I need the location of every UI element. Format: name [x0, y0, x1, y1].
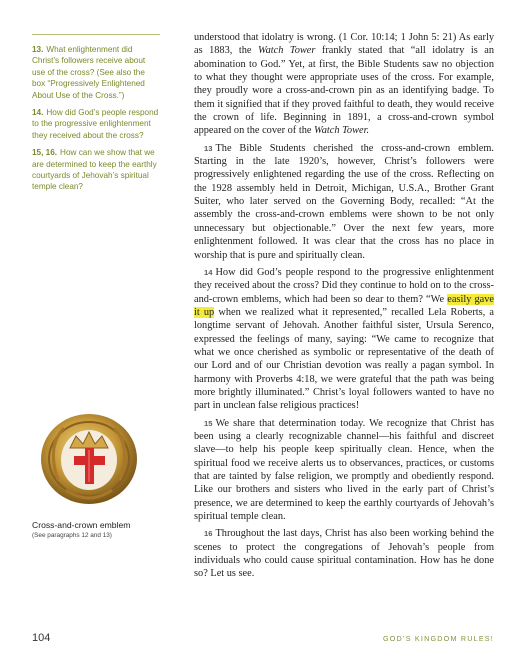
publication-title: Watch Tower. — [314, 125, 370, 137]
study-questions-sidebar — [32, 34, 160, 199]
paragraph-13 — [194, 142, 494, 262]
question-number: 13. — [32, 45, 44, 54]
cross-and-crown-emblem-image — [36, 408, 142, 508]
paragraph-number: 14 — [204, 267, 213, 277]
page-number: 104 — [32, 632, 51, 644]
paragraph-number: 15 — [204, 418, 213, 428]
sidebar-top-rule — [32, 34, 160, 35]
question-number: 14. — [32, 108, 44, 118]
question-text: What enlightenment did Christ’s followers receive about use of the cross? (See also the box “Progressively Enlightened About Use of the Cross.”) — [32, 45, 146, 100]
paragraph-text: The Bible Students cherished the cross-and-crown emblem. Starting in the late 1920’s, however, Christ’s followers were progressively enlightened regarding the use of the cross. Reflecting on the 1928 assembly held in Detroit, Michigan, U.S.A., Brother Grant Suiter, who later served on the Governing Body, recalled: “At the assembly the cross-and-crown emblems were shown to be not only unnecessary but objectionable.” Over the next few years, more enlightenment followed. It was clear that the cross has no place in worship that is pure and spiritually clean. — [194, 142, 494, 261]
image-caption — [32, 520, 182, 539]
publication-title: Watch Tower — [257, 45, 316, 57]
question-number: 15, 16. — [32, 148, 58, 158]
paragraph-text: Throughout the last days, Christ has also been working behind the scenes to protect the congregations of Jehovah’s people from individuals who could cause spiritual contamination. How has he done so? Let us see. — [194, 528, 494, 580]
paragraph-number: 16 — [204, 529, 213, 539]
paragraph-text: How did God’s people respond to the progressive enlightenment they received about the cross? Did they continue to hold on to the cross-and-crown emblems, which had been so dear to them? “We — [194, 266, 494, 305]
text-run: frankly stated that “all idolatry is an abomination to God.” Yet, at first, the Bible Students saw no objection to what they thought were appropriate uses of the cross. For example, they proudly wore a cross-and-crown pin as an identifying badge. To them it signified that if they proved faithful to death, they would receive the crown of life. Beginning in 1891, a cross-and-crown symbol appeared on the cover of the — [194, 45, 494, 137]
paragraph-text: when we realized what it represented,” recalled Lela Roberts, a longtime servant of Jehovah. Another faithful sister, Ursula Serenco, expressed the feelings of many, saying: “We came to recognize that what we once cherished as symbolic or representative of the death of our Lord and of our Christian devotion was really a pagan symbol. In harmony with Proverbs 4:18, we were grateful that the path was being more brightly illuminated.” Christ’s loyal followers wanted to have no part in unclean false religious practices! — [194, 306, 494, 412]
paragraph-15 — [194, 417, 494, 524]
article-body — [194, 31, 494, 585]
study-question-15-16 — [32, 147, 160, 193]
caption-reference: (See paragraphs 12 and 13) — [32, 532, 112, 539]
study-question-14 — [32, 107, 160, 141]
question-text: How can we show that we are determined to keep the earthly courtyards of Jehovah’s spiritual temple clean? — [32, 148, 157, 192]
text-run: understood that idolatry is wrong. (1 Cor. 10:14; 1 John 5: 21) As early as 1883, the — [194, 32, 494, 57]
running-title: GOD’S KINGDOM RULES! — [382, 634, 494, 643]
paragraph-text: We share that determination today. We recognize that Christ has been using a clearly recognizable channel—his faithful and discreet slave—to help his people keep spiritually clean. Hence, when the spiritual food we receive alerts us to observances, practices, or customs that are tainted by false religion, we promptly and obediently respond. Like our brothers and sisters who lived in the early part of Christ’s presence, we are determined to keep the earthly courtyards of Jehovah’s spiritual temple clean. — [194, 417, 494, 523]
caption-title: Cross-and-crown emblem — [32, 520, 131, 530]
paragraph-intro — [194, 31, 494, 138]
paragraph-16 — [194, 527, 494, 580]
paragraph-number: 13 — [204, 143, 213, 153]
question-text: How did God’s people respond to the progressive enlightenment they received about the cross? — [32, 108, 159, 140]
study-question-13 — [32, 44, 160, 101]
highlighted-text[interactable]: easily gave it up — [194, 293, 494, 318]
paragraph-14 — [194, 266, 494, 413]
